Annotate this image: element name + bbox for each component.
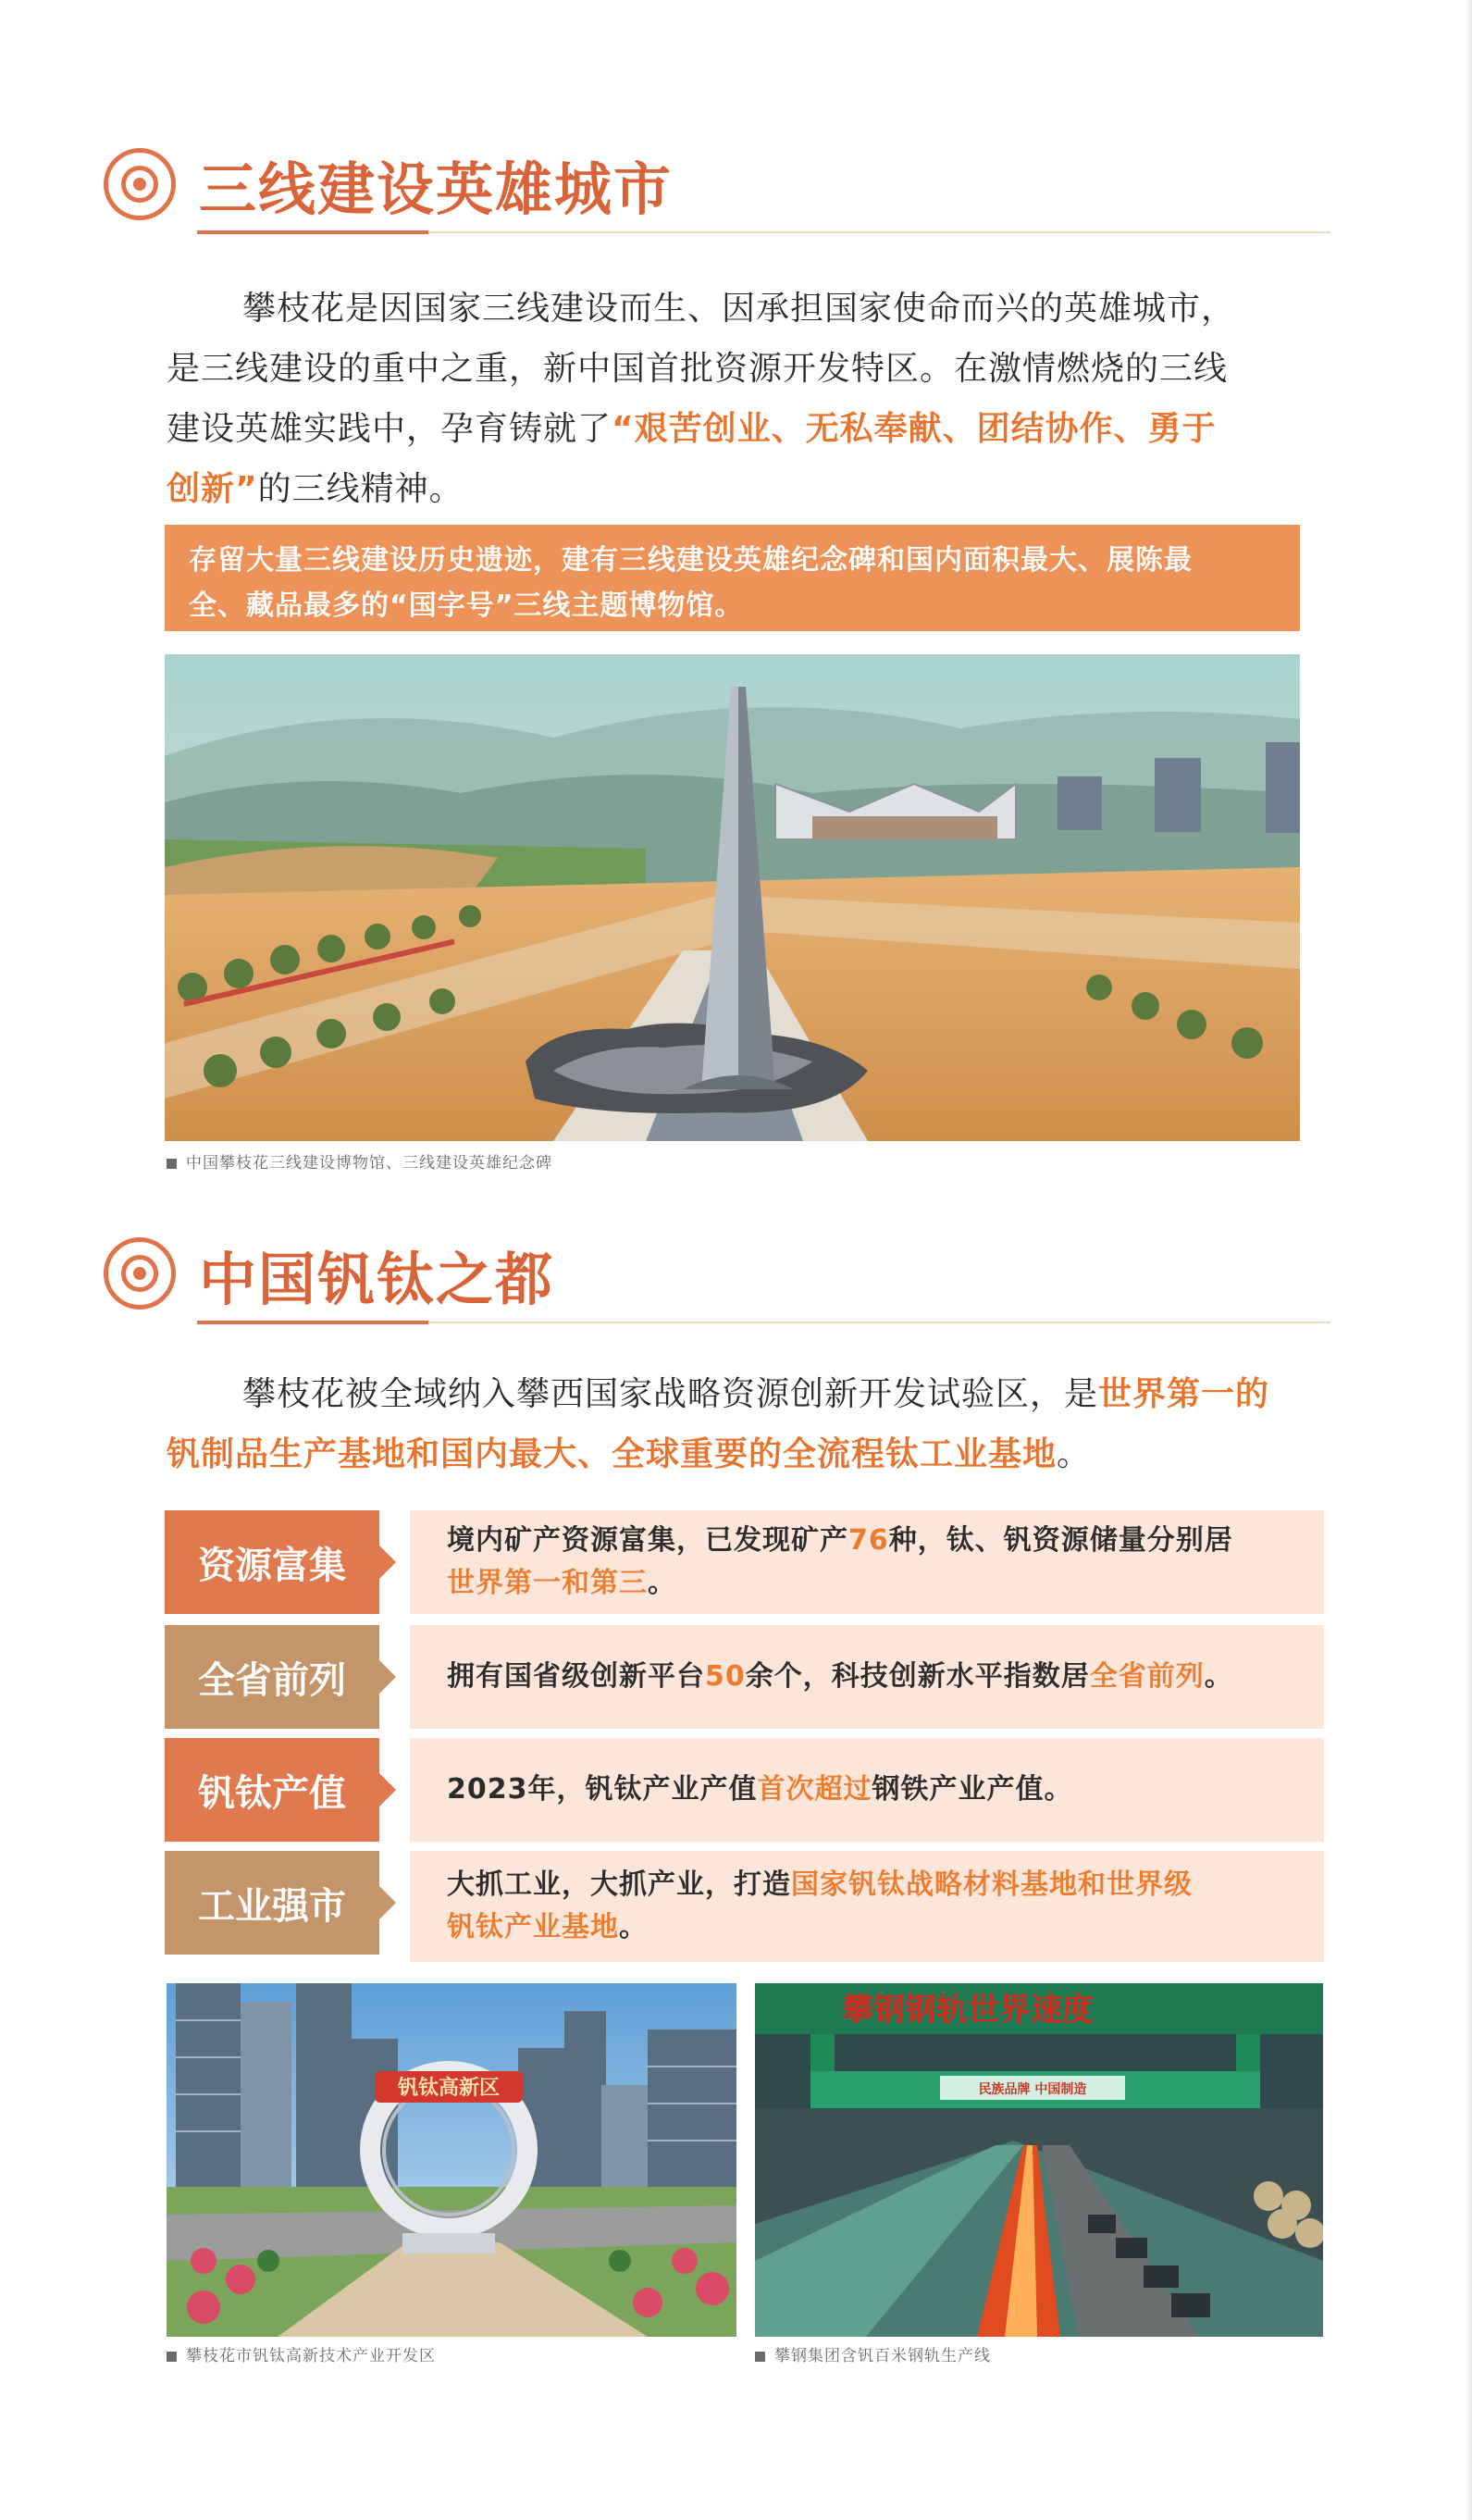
section-title-third-front: 三线建设英雄城市: [199, 155, 674, 223]
row-province-leading: 拥有国省级创新平台50余个，科技创新水平指数居全省前列。: [410, 1625, 1324, 1729]
intro-paragraph-2: 攀枝花被全域纳入攀西国家战略资源创新开发试验区，是世界第一的 钒制品生产基地和国内最大、全球重要的全流程钛工业基地。: [167, 1375, 1270, 1473]
sign-rail-speed: 攀钢钢轨世界速度: [842, 1992, 1094, 2029]
section-divider-accent: [197, 1321, 428, 1324]
photo-caption-monument: 中国攀枝花三线建设博物馆、三线建设英雄纪念碑: [167, 1149, 552, 1173]
photo-monument-museum: [165, 654, 1300, 1141]
hightech-zone-illustration: [167, 1983, 736, 2337]
monument-illustration: [165, 654, 1300, 1141]
photo-caption-hightech: 攀枝花市钒钛高新技术产业开发区: [167, 2342, 436, 2365]
row-resources: 境内矿产资源富集，已发现矿产76种，钛、钒资源储量分别居 世界第一和第三。: [410, 1510, 1324, 1614]
target-icon: [104, 148, 176, 220]
row-industrial-city: 大抓工业，大抓产业，打造国家钒钛战略材料基地和世界级 钒钛产业基地。: [410, 1851, 1324, 1962]
target-icon: [104, 1237, 176, 1310]
photo-caption-rail: 攀钢集团含钒百米钢轨生产线: [755, 2342, 991, 2365]
tag-province-leading: 全省前列: [165, 1625, 379, 1729]
photo-hightech-zone: [167, 1983, 736, 2337]
photo-rail-production: [755, 1983, 1323, 2337]
tag-output-value: 钒钛产值: [165, 1738, 379, 1842]
section-divider-accent: [197, 230, 428, 234]
page-edge: [1465, 0, 1472, 2520]
rail-production-illustration: [755, 1983, 1323, 2337]
sign-national-brand: 民族品牌 中国制造: [978, 2082, 1087, 2097]
highlight-banner: 存留大量三线建设历史遗迹，建有三线建设英雄纪念碑和国内面积最大、展陈最 全、藏品最多的“国字号”三线主题博物馆。: [165, 525, 1300, 631]
tag-industrial-city: 工业强市: [165, 1851, 379, 1955]
sign-hightech-zone: 钒钛高新区: [397, 2077, 501, 2100]
intro-paragraph: 攀枝花是因国家三线建设而生、因承担国家使命而兴的英雄城市， 是三线建设的重中之重，新中国首批资源开发特区。在激情燃烧的三线 建设英雄实践中，孕育铸就了“艰苦创业、无私奉献、团结协作、勇于 创新”的三线精神。: [167, 290, 1236, 508]
tag-resources: 资源富集: [165, 1510, 379, 1614]
section-title-vanadium-titanium: 中国钒钛之都: [199, 1246, 555, 1313]
row-output-value: 2023年，钒钛产业产值首次超过钢铁产业产值。: [410, 1738, 1324, 1842]
